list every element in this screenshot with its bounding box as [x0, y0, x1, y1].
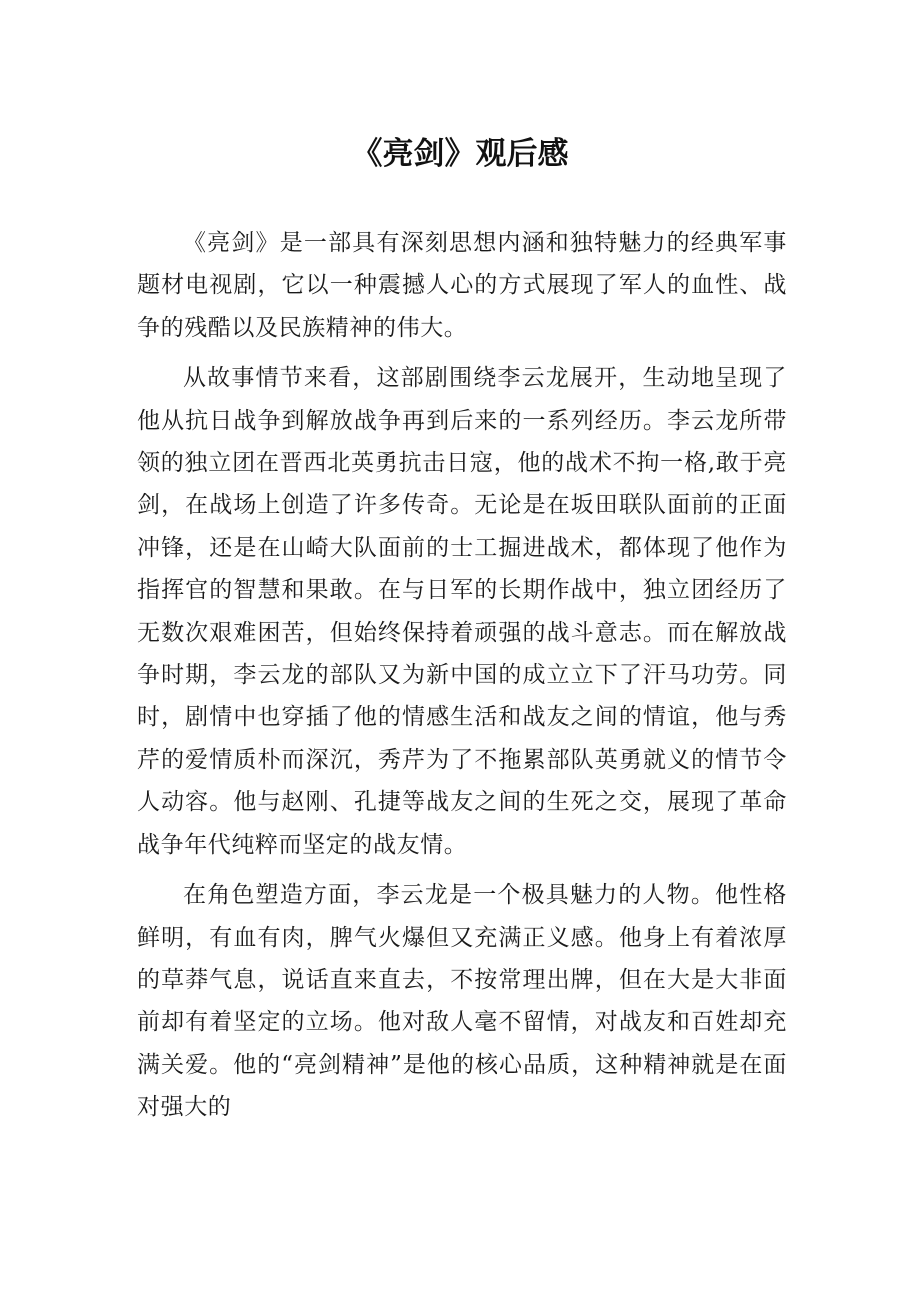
paragraph-character: 在角色塑造方面，李云龙是一个极具魅力的人物。他性格鲜明，有血有肉，脾气火爆但又充满正义感。他身上有着浓厚的草莽气息，说话直来直去，不按常理出牌，但在大是大非面前却有着坚定的立场。他对敌人毫不留情，对战友和百姓却充满关爱。他的“亮剑精神”是他的核心品质，这种精神就是在面对强大的 [137, 882, 787, 1121]
paragraph-plot: 从故事情节来看，这部剧围绕李云龙展开，生动地呈现了他从抗日战争到解放战争再到后来的一系列经历。李云龙所带领的独立团在晋西北英勇抗击日寇，他的战术不拘一格,敢于亮剑，在战场上创造了许多传奇。无论是在坂田联队面前的正面冲锋，还是在山崎大队面前的士工掘进战术，都体现了他作为指挥官的智慧和果敢。在与日军的长期作战中，独立团经历了无数次艰难困苦，但始终保持着顽强的战斗意志。而在解放战争时期，李云龙的部队又为新中国的成立立下了汗马功劳。同时，剧情中也穿插了他的情感生活和战友之间的情谊，他与秀芹的爱情质朴而深沉，秀芹为了不拖累部队英勇就义的情节令人动容。他与赵刚、孔捷等战友之间的生死之交，展现了革命战争年代纯粹而坚定的战友情。 [137, 365, 787, 858]
document-title: 《亮剑》观后感 [351, 136, 569, 172]
paragraph-intro: 《亮剑》是一部具有深刻思想内涵和独特魅力的经典军事题材电视剧，它以一种震撼人心的方式展现了军人的血性、战争的残酷以及民族精神的伟大。 [137, 230, 787, 341]
document-body [137, 222, 787, 1137]
